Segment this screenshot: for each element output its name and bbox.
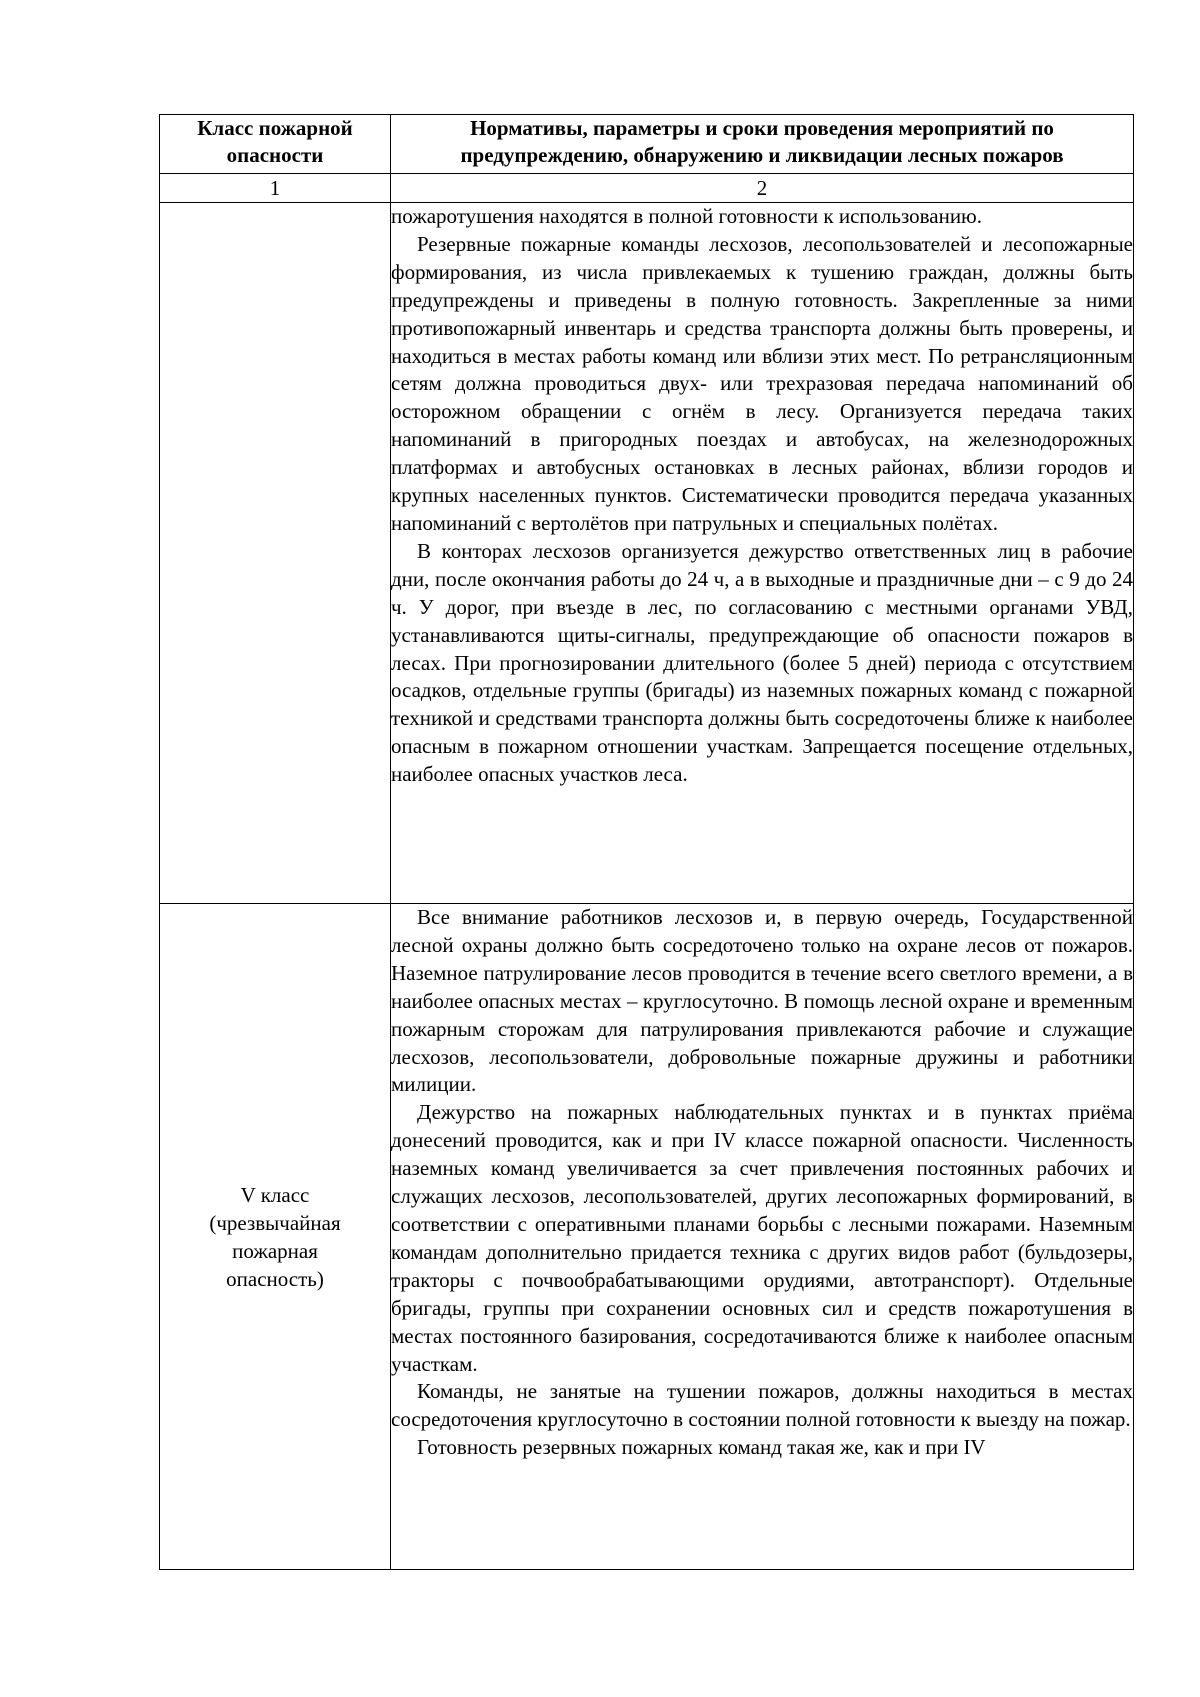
paragraph: Резервные пожарные команды лесхозов, лесопользователей и лесопожарные формирования, из числа привлекаемых к тушению граждан, должны быть предупреждены и приведены в полную готовность. Закрепленные за ними противопожарный инвентарь и средства транспорта должны быть проверены, и находиться в местах работы команд или вблизи этих мест. По ретрансляционным сетям должна проводиться двух- или трехразовая передача напоминаний об осторожном обращении с огнём в лесу. Организуется передача таких напоминаний в пригородных поездах и автобусах, на железнодорожных платформах и автобусных остановках в лесных районах, вблизи городов и крупных населенных пунктов. Систематически проводится передача указанных напоминаний с вертолётов при патрульных и специальных полётах. [391,231,1133,535]
paragraph: В конторах лесхозов организуется дежурство ответственных лиц в рабочие дни, после окончания работы до 24 ч, а в выходные и праздничные дни – с 9 до 24 ч. У дорог, при въезде в лес, по согласованию с местными органами УВД, устанавливаются щиты-сигналы, предупреждающие об опасности пожаров в лесах. При прогнозировании длительного (более 5 дней) периода с отсутствием осадков, отдельные группы (бригады) из наземных пожарных команд с пожарной техникой и средствами транспорта должны быть сосредоточены ближе к наиболее опасным в пожарном отношении участкам. Запрещается посещение отдельных, наиболее опасных участков леса. [391,538,1133,787]
class-cell-v [160,904,391,1570]
column-number-row [160,174,1134,203]
norms-text-cell [391,904,1134,1570]
paragraph: Все внимание работников лесхозов и, в первую очередь, Государственной лесной охраны должно быть сосредоточено только на охране лесов от пожаров. Наземное патрулирование лесов проводится в течение всего светлого времени, а в наиболее опасных местах – круглосуточно. В помощь лесной охране и временным пожарным сторожам для патрулирования привлекаются рабочие и служащие лесхозов, лесопользователи, добровольные пожарные дружины и работники милиции. [391,905,1133,1097]
class-label-line: пожарная [232,1238,318,1263]
table-header-row [160,115,1134,174]
paragraph: Команды, не занятые на тушении пожаров, должны находиться в местах сосредоточения круглосуточно в состоянии полной готовности к выезду на пожар. [391,1379,1133,1432]
column-number-2: 2 [391,174,1134,203]
class-cell-continued [160,203,391,904]
fire-danger-class-table [159,114,1134,1570]
table-row [160,203,1134,904]
paragraph: Дежурство на пожарных наблюдательных пунктах и в пунктах приёма донесений проводится, как и при IV классе пожарной опасности. Численность наземных команд увеличивается за счет привлечения постоянных рабочих и служащих лесхозов, лесопользователей, других лесопожарных формирований, в соответствии с оперативными планами борьбы с лесными пожарами. Наземным командам дополнительно придается техника с других видов работ (бульдозеры, тракторы с почвообрабатывающими орудиями, автотранспорт). Отдельные бригады, группы при сохранении основных сил и средств пожаротушения в местах постоянного базирования, сосредотачиваются ближе к наиболее опасным участкам. [391,1100,1133,1376]
header-norms-column: Нормативы, параметры и сроки проведения мероприятий по предупреждению, обнаружению и ликвидации лесных пожаров [391,115,1134,174]
class-label-line: V класс [240,1182,310,1207]
class-label-line: опасность) [226,1266,324,1291]
table-row [160,904,1134,1570]
class-label-line: (чрезвычайная [209,1210,341,1235]
paragraph: пожаротушения находятся в полной готовности к использованию. [391,204,982,228]
norms-text-cell [391,203,1134,904]
paragraph: Готовность резервных пожарных команд такая же, как и при IV [417,1435,986,1460]
header-class-column: Класс пожарной опасности [160,115,391,174]
column-number-1: 1 [160,174,391,203]
